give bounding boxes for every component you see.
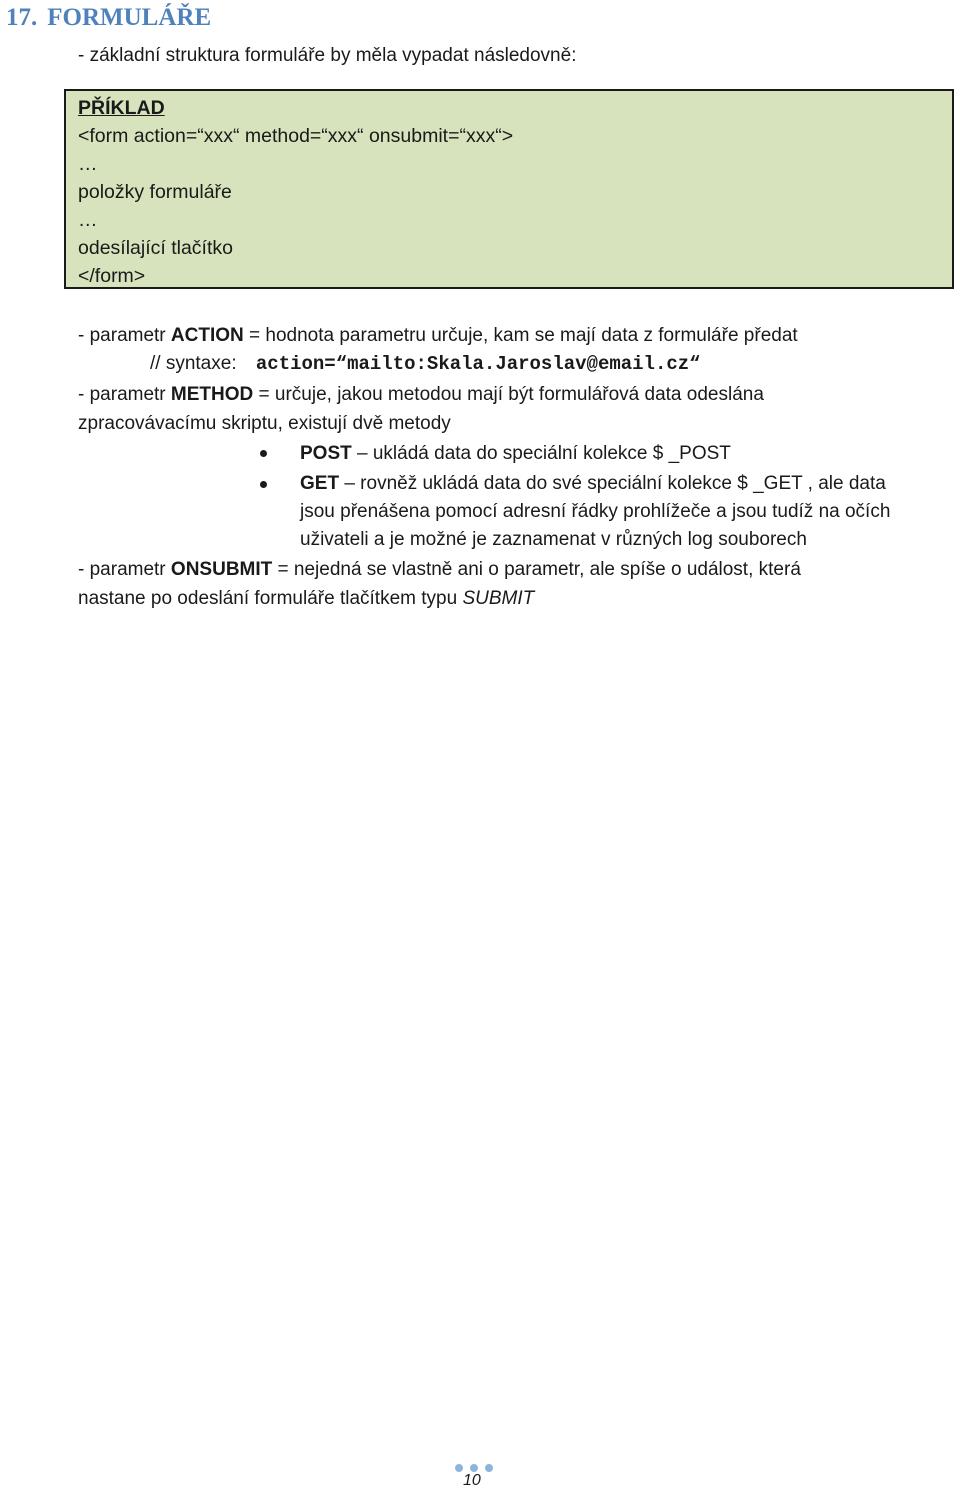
method-prefix: - parametr	[78, 384, 171, 405]
onsubmit-prefix: - parametr	[78, 559, 171, 580]
onsubmit-description-line2	[78, 587, 534, 611]
action-paragraph	[78, 324, 798, 348]
example-line-form-close: </form>	[78, 265, 146, 287]
get-description: – rovněž ukládá data do své speciální kolekce $ _GET , ale data	[339, 473, 886, 494]
bullet-get	[300, 472, 886, 496]
page-heading	[6, 4, 211, 32]
example-line-ellipsis: …	[78, 209, 98, 231]
submit-keyword: SUBMIT	[462, 588, 535, 609]
example-title: PŘÍKLAD	[78, 97, 165, 119]
dot-icon	[485, 1464, 493, 1472]
heading-title: FORMULÁŘE	[47, 4, 212, 31]
onsubmit-description: = nejedná se vlastně ani o parametr, ale spíše o událost, která	[272, 559, 801, 580]
example-line-form-open: <form action=“xxx“ method=“xxx“ onsubmit=“xxx“>	[78, 125, 514, 147]
onsubmit-line2-text: nastane po odeslání formuláře tlačítkem typu	[78, 588, 463, 609]
syntax-label: // syntaxe:	[150, 353, 237, 374]
intro-text: - základní struktura formuláře by měla vypadat následovně:	[78, 45, 577, 66]
example-line-ellipsis: …	[78, 153, 98, 175]
action-keyword: ACTION	[170, 325, 244, 346]
method-paragraph	[78, 383, 764, 407]
dot-icon	[455, 1464, 463, 1472]
post-keyword: POST	[300, 443, 352, 464]
get-description-line2: jsou přenášena pomocí adresní řádky prohlížeče a jsou tudíž na očích	[300, 501, 891, 522]
onsubmit-paragraph	[78, 558, 801, 582]
get-description-line3: uživateli a je možné je zaznamenat v různých log souborech	[300, 529, 807, 550]
syntax-code: action=“mailto:Skala.Jaroslav@email.cz“	[255, 353, 701, 375]
bullet-icon	[260, 481, 267, 488]
onsubmit-keyword: ONSUBMIT	[170, 559, 273, 580]
heading-number: 17.	[6, 4, 38, 31]
page-number: 10	[463, 1472, 481, 1489]
method-keyword: METHOD	[170, 384, 254, 405]
action-description: = hodnota parametru určuje, kam se mají data z formuláře předat	[243, 325, 798, 346]
dot-icon	[470, 1464, 478, 1472]
bullet-icon	[260, 450, 267, 457]
example-box	[64, 89, 954, 289]
example-line-submit: odesílající tlačítko	[78, 237, 233, 259]
bullet-post	[300, 442, 731, 466]
action-syntax	[150, 352, 701, 376]
action-prefix: - parametr	[78, 325, 171, 346]
example-line-items: položky formuláře	[78, 181, 232, 203]
method-description-line2: zpracovávacímu skriptu, existují dvě metody	[78, 413, 451, 434]
get-keyword: GET	[300, 473, 340, 494]
post-description: – ukládá data do speciální kolekce $ _POST	[351, 443, 731, 464]
method-description: = určuje, jakou metodou mají být formulářová data odeslána	[253, 384, 764, 405]
